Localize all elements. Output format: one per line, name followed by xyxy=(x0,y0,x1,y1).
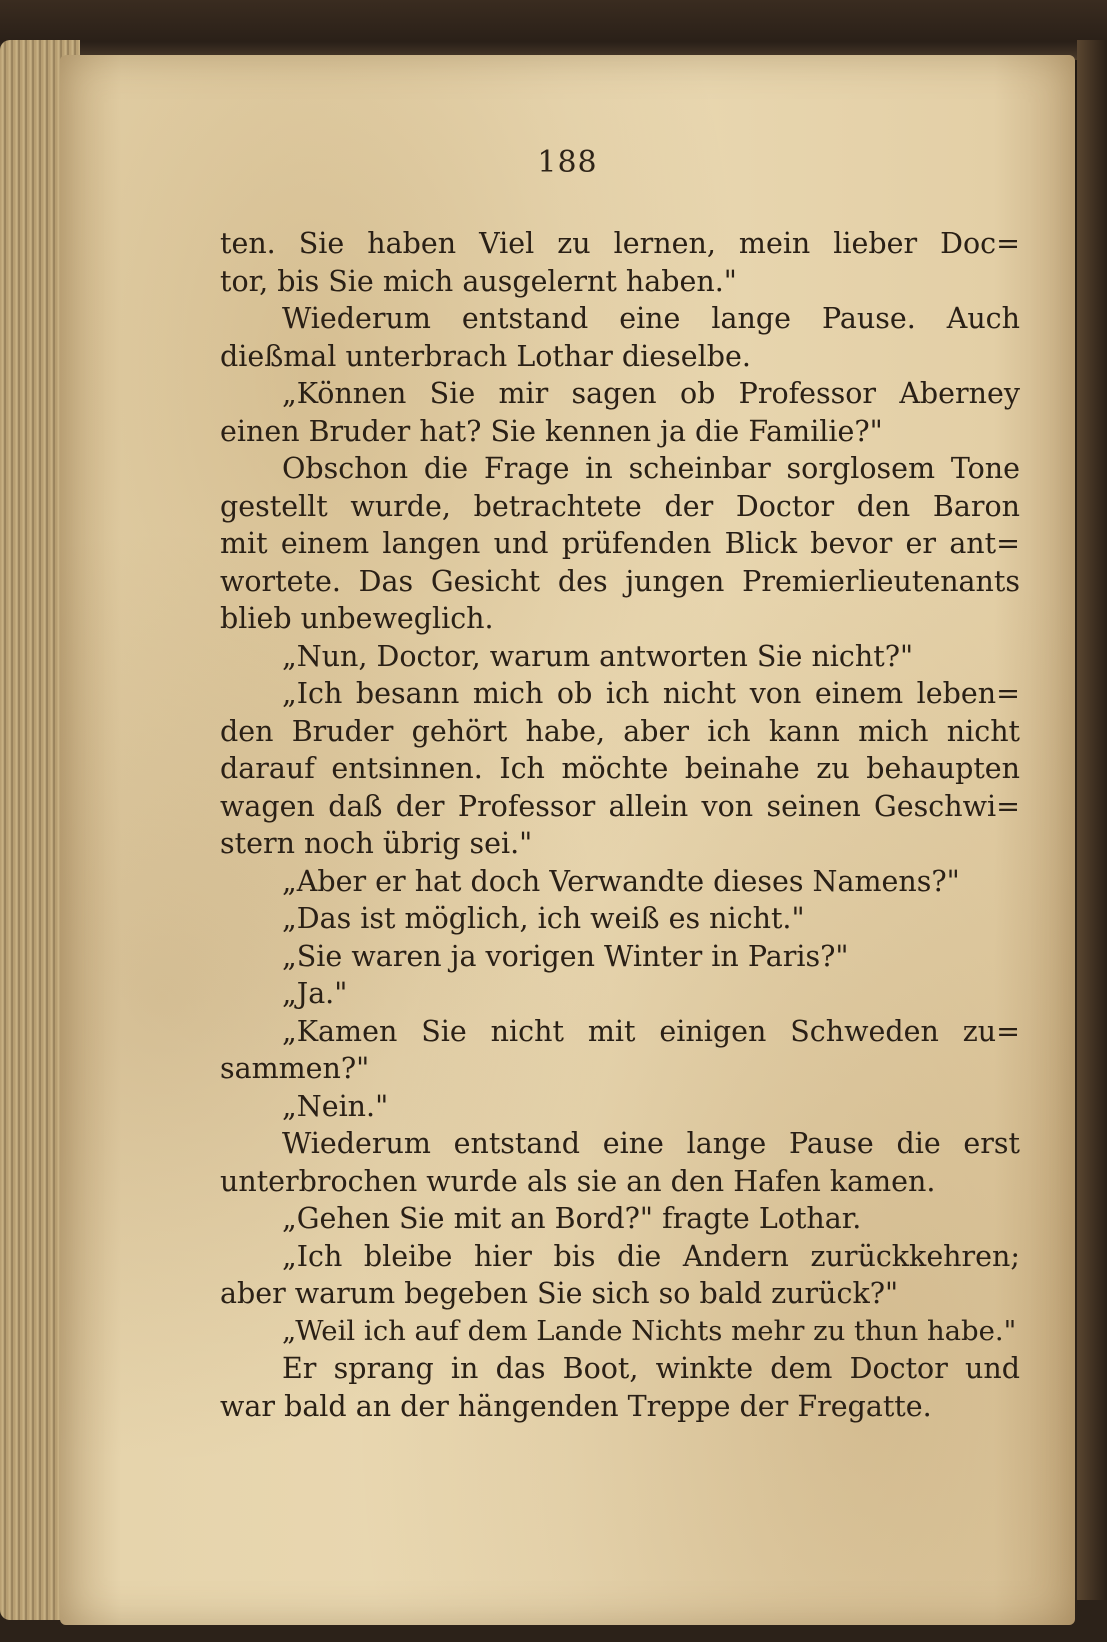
text-line: Wiederum entstand eine lange Pause. Auch xyxy=(282,302,1020,335)
text-line: sammen?" xyxy=(220,1052,370,1085)
text-line: „Ich bleibe hier bis die Andern zurückkehren; xyxy=(282,1239,1020,1273)
text-line: Wiederum entstand eine lange Pause die erst xyxy=(282,1127,1020,1160)
text-line: „Aber er hat doch Verwandte dieses Namens?" xyxy=(282,864,960,898)
text-line: unterbrochen wurde als sie an den Hafen kamen. xyxy=(220,1164,936,1198)
text-line: einen Bruder hat? Sie kennen ja die Familie?" xyxy=(220,414,883,448)
text-line: wortete. Das Gesicht des jungen Premierlieutenants xyxy=(220,564,1020,598)
text-line: „Nun, Doctor, warum antworten Sie nicht?" xyxy=(282,639,914,673)
text-line: gestellt wurde, betrachtete der Doctor den Baron xyxy=(220,489,1020,523)
text-line: „Ja." xyxy=(282,977,348,1010)
text-line: Obschon die Frage in scheinbar sorglosem Tone xyxy=(282,452,1020,485)
text-line: „Kamen Sie nicht mit einigen Schweden zu= xyxy=(282,1014,1020,1048)
text-line: „Ich besann mich ob ich nicht von einem leben= xyxy=(282,677,1020,710)
text-line: „Können Sie mir sagen ob Professor Aberney xyxy=(282,377,1020,410)
text-line: den Bruder gehört habe, aber ich kann mich nicht xyxy=(220,714,1020,748)
text-line: Er sprang in das Boot, winkte dem Doctor und xyxy=(282,1352,1020,1385)
text-line: tor, bis Sie mich ausgelernt haben." xyxy=(220,264,737,298)
text-line: ten. Sie haben Viel zu lernen, mein lieber Doc= xyxy=(220,227,1020,260)
text-line: stern noch übrig sei." xyxy=(220,827,533,860)
page-text xyxy=(220,225,1020,1425)
text-line: aber warum begeben Sie sich so bald zurück?" xyxy=(220,1277,899,1310)
page-number: 188 xyxy=(537,145,598,180)
text-line: blieb unbeweglich. xyxy=(220,602,494,635)
text-line: „Weil ich auf dem Lande Nichts mehr zu thun habe." xyxy=(282,1314,1017,1347)
book-page xyxy=(60,55,1075,1625)
text-line: „Sie waren ja vorigen Winter in Paris?" xyxy=(282,939,849,973)
text-line: war bald an der hängenden Treppe der Fregatte. xyxy=(220,1389,932,1423)
text-line: mit einem langen und prüfenden Blick bevor er ant= xyxy=(220,527,1020,560)
text-line: darauf entsinnen. Ich möchte beinahe zu behaupten xyxy=(220,752,1020,785)
text-line: dießmal unterbrach Lothar dieselbe. xyxy=(220,339,751,373)
text-line: „Das ist möglich, ich weiß es nicht." xyxy=(282,902,805,935)
book-spine-edge xyxy=(1077,40,1107,1600)
text-line: „Gehen Sie mit an Bord?" fragte Lothar. xyxy=(282,1202,862,1235)
book-cover-top xyxy=(0,0,1107,60)
text-line: wagen daß der Professor allein von seinen Geschwi= xyxy=(220,789,1020,823)
text-line: „Nein." xyxy=(282,1089,389,1123)
